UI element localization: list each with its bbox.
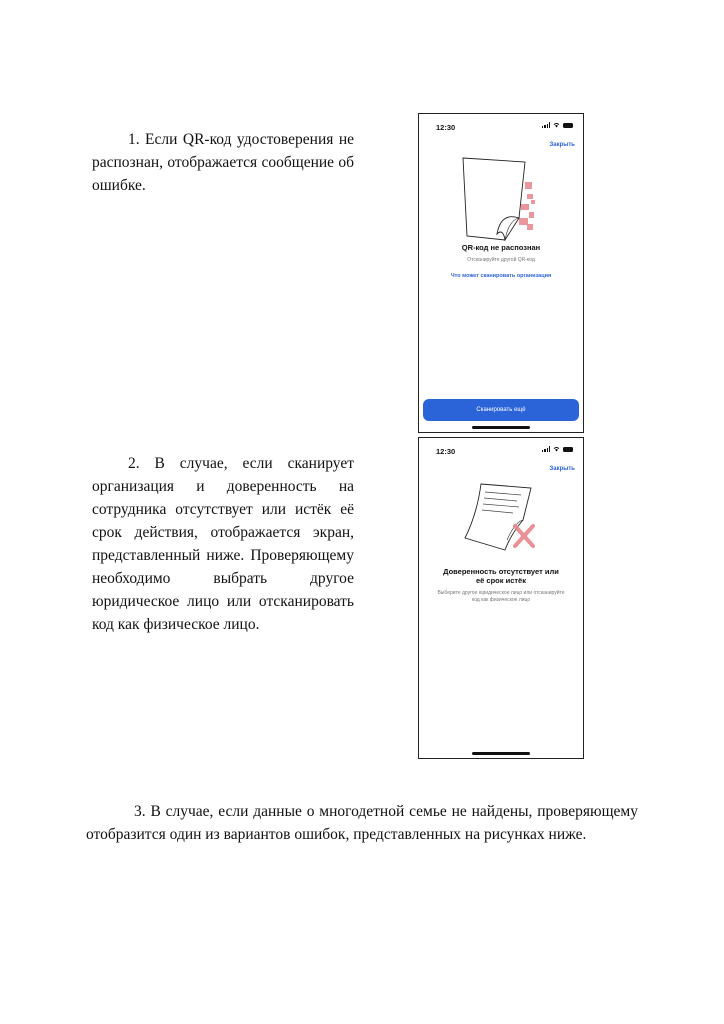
battery-icon bbox=[563, 123, 573, 128]
signal-icon bbox=[542, 122, 550, 128]
paragraph-3: 3. В случае, если данные о многодетной семье не найдены, проверяющему отобразится один из вариантов ошибок, представленных на рисунках ниже. bbox=[86, 802, 638, 843]
close-button[interactable]: Закрыть bbox=[549, 466, 575, 472]
document-cross-icon bbox=[455, 478, 547, 570]
status-time: 12:30 bbox=[436, 447, 456, 456]
status-icons bbox=[542, 446, 573, 452]
what-can-organization-scan-link[interactable]: Что может сканировать организация bbox=[450, 273, 552, 279]
error-title: Доверенность отсутствует или её срок истёк bbox=[443, 567, 559, 585]
wifi-icon bbox=[553, 122, 560, 128]
error-subtitle: Выберите другое юридическое лицо или отсканируйте код как физическое лицо bbox=[437, 590, 565, 603]
status-icons bbox=[542, 122, 573, 128]
scan-again-button[interactable]: Сканировать ещё bbox=[423, 399, 579, 421]
paragraph-1: 1. Если QR-код удостоверения не распознан, отображается сообщение об ошибке. bbox=[92, 130, 354, 194]
battery-icon bbox=[563, 447, 573, 452]
signal-icon bbox=[542, 446, 550, 452]
error-title: QR-код не распознан bbox=[461, 243, 541, 252]
home-indicator bbox=[472, 426, 530, 429]
home-indicator bbox=[472, 752, 530, 755]
paragraph-2: 2. В случае, если сканирует организация и доверенность на сотрудника отсутствует или истёк её срок действия, отображается экран, представленный ниже. Проверяющему необходимо выбрать другое юридическое лицо или отсканировать код как физическое лицо. bbox=[92, 454, 354, 633]
close-button[interactable]: Закрыть bbox=[549, 142, 575, 148]
wifi-icon bbox=[553, 446, 560, 452]
status-time: 12:30 bbox=[436, 123, 456, 132]
qr-page-curl-icon bbox=[455, 154, 547, 246]
error-subtitle: Отсканируйте другой QR-код bbox=[467, 257, 535, 263]
phone-screenshot-qr-not-recognized bbox=[418, 113, 584, 433]
phone-screenshot-power-of-attorney-missing bbox=[418, 437, 584, 759]
